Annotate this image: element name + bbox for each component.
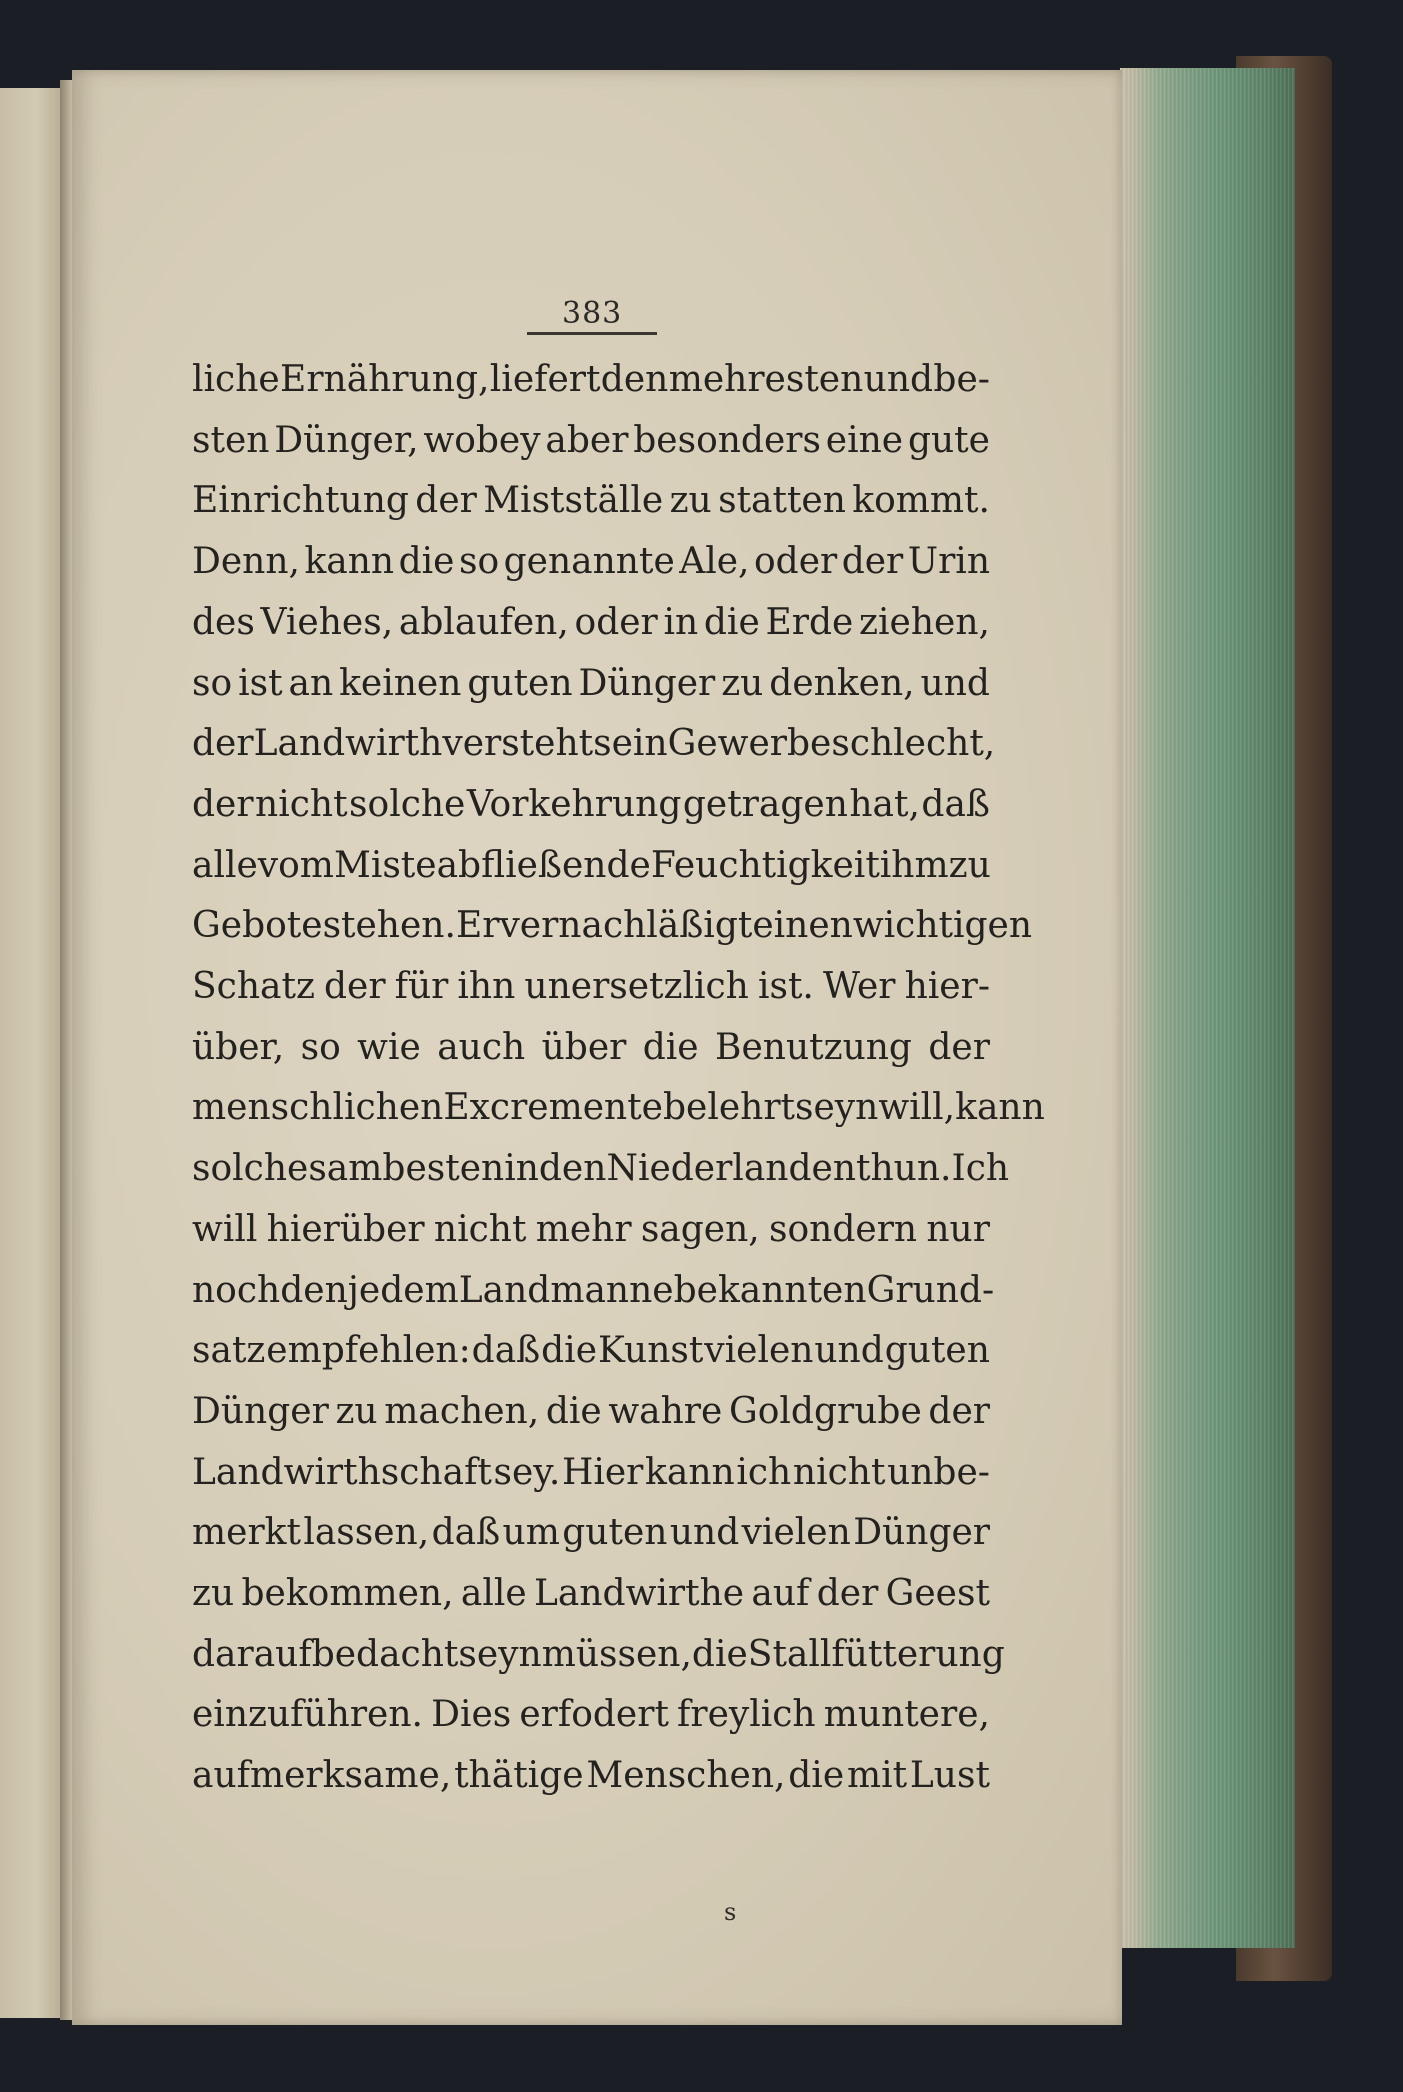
text-line: Dünger zu machen, die wahre Goldgrube der [192,1390,990,1432]
text-line: liche Ernährung, liefert den mehresten und be- [192,359,990,400]
text-line: solches am besten in den Niederlanden thun. Ich [192,1148,1010,1190]
text-line: merkt lassen, daß um guten und vielen Dünger [192,1512,990,1554]
text-line: Gebote stehen. Er vernachläßigt einen wichtigen [192,905,1033,947]
page-number-rule [527,332,657,335]
text-line: will hierüber nicht mehr sagen, sondern nur [192,1208,990,1250]
text-line: menschlichen Excremente belehrt seyn will, kann [192,1087,1045,1129]
book-page [72,70,1122,2025]
text-line: noch den jedem Landmanne bekannten Grund- [192,1269,995,1311]
text-line: der Landwirth versteht sein Gewerbe schlecht, [192,723,996,765]
text-line: über, so wie auch über die Benutzung der [192,1026,990,1068]
text-line: des Viehes, ablaufen, oder in die Erde ziehen, [192,601,990,643]
text-line: Denn, kann die so genannte Ale, oder der Urin [192,541,990,583]
page-edge-texture [1120,68,1295,1948]
text-line: so ist an keinen guten Dünger zu denken, und [192,662,990,704]
text-line: darauf bedacht seyn müssen, die Stallfütterung [192,1633,1005,1675]
text-line: Schatz der für ihn unersetzlich ist. Wer hier- [192,966,990,1007]
text-line: sten Dünger, wobey aber besonders eine gute [192,419,990,461]
text-line: aufmerksame, thätige Menschen, die mit Lust [192,1755,990,1797]
catchword: s [724,1898,737,1926]
text-line: alle vom Miste abfließende Feuchtigkeit ihm zu [192,844,991,886]
text-line: Einrichtung der Mistställe zu statten kommt. [192,480,990,522]
text-line: einzuführen. Dies erfodert freylich muntere, [192,1694,990,1736]
text-line: der nicht solche Vorkehrung getragen hat, daß [192,783,990,825]
page-number: 383 [562,296,623,331]
left-page-sliver [0,88,66,2018]
text-line: zu bekommen, alle Landwirthe auf der Geest [192,1573,990,1614]
text-line: Landwirthschaft sey. Hier kann ich nicht unbe- [192,1451,990,1493]
text-line: satz empfehlen: daß die Kunst vielen und guten [192,1330,990,1372]
